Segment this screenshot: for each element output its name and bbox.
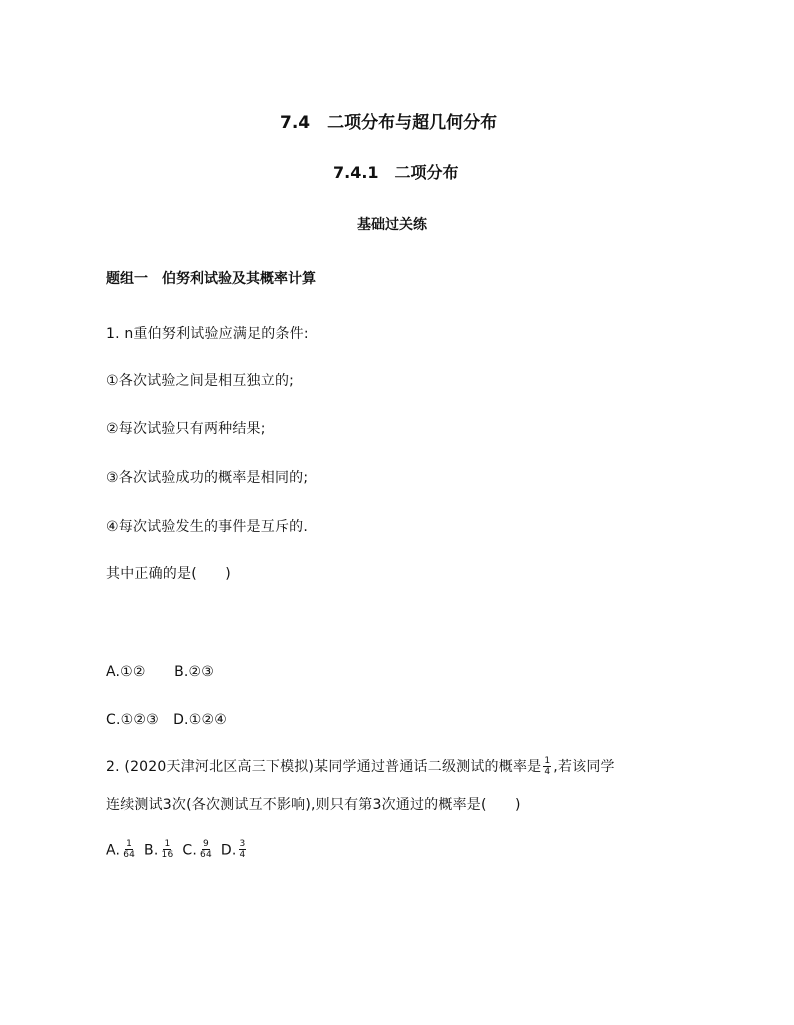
group-heading: 题组一 伯努利试验及其概率计算 xyxy=(106,271,316,287)
option-c xyxy=(182,840,215,861)
option-c-label: C. xyxy=(182,842,198,859)
option-d-numerator: 3 xyxy=(239,839,246,849)
option-a-fraction xyxy=(122,839,136,860)
condition-2: ②每次试验只有两种结果; xyxy=(106,421,266,437)
subsection-title: 7.4.1 二项分布 xyxy=(333,163,459,182)
option-d xyxy=(221,840,249,861)
option-b xyxy=(144,840,176,861)
question-2-stem-after: ,若该同学 xyxy=(553,759,615,775)
section-heading: 基础过关练 xyxy=(357,217,427,233)
option-c-denominator: 64 xyxy=(200,850,212,860)
option-d-fraction xyxy=(239,839,247,860)
option-a-label: A. xyxy=(106,842,121,859)
question-1-options-row1: A.①② B.②③ xyxy=(106,664,215,680)
condition-4: ④每次试验发生的事件是互斥的. xyxy=(106,519,309,535)
option-a-numerator: 1 xyxy=(126,839,133,849)
option-b-denominator: 16 xyxy=(161,850,174,860)
page-title: 7.4 二项分布与超几何分布 xyxy=(280,113,498,133)
option-b-fraction xyxy=(161,839,175,860)
question-2-line-2: 连续测试3次(各次测试互不影响),则只有第3次通过的概率是( ) xyxy=(106,797,521,813)
question-2-line-1 xyxy=(106,756,615,778)
question-1-prompt: 其中正确的是( ) xyxy=(106,566,231,582)
option-d-label: D. xyxy=(220,842,237,859)
condition-1: ①各次试验之间是相互独立的; xyxy=(106,373,295,389)
fraction-numerator: 1 xyxy=(544,755,551,766)
option-c-numerator: 9 xyxy=(202,839,209,849)
question-1-options-row2: C.①②③ D.①②④ xyxy=(106,712,227,728)
option-b-label: B. xyxy=(144,842,159,859)
option-b-numerator: 1 xyxy=(164,839,171,849)
option-a xyxy=(106,840,138,861)
question-2-stem-before: 2. (2020天津河北区高三下模拟)某同学通过普通话二级测试的概率是 xyxy=(106,759,542,775)
question-1-stem: 1. n重伯努利试验应满足的条件: xyxy=(106,326,309,342)
condition-3: ③各次试验成功的概率是相同的; xyxy=(106,470,309,486)
question-2-options xyxy=(106,840,254,861)
probability-fraction xyxy=(543,756,551,777)
option-a-denominator: 64 xyxy=(123,850,136,860)
fraction-denominator: 4 xyxy=(544,766,551,777)
option-d-denominator: 4 xyxy=(239,850,246,860)
option-c-fraction xyxy=(199,839,213,860)
